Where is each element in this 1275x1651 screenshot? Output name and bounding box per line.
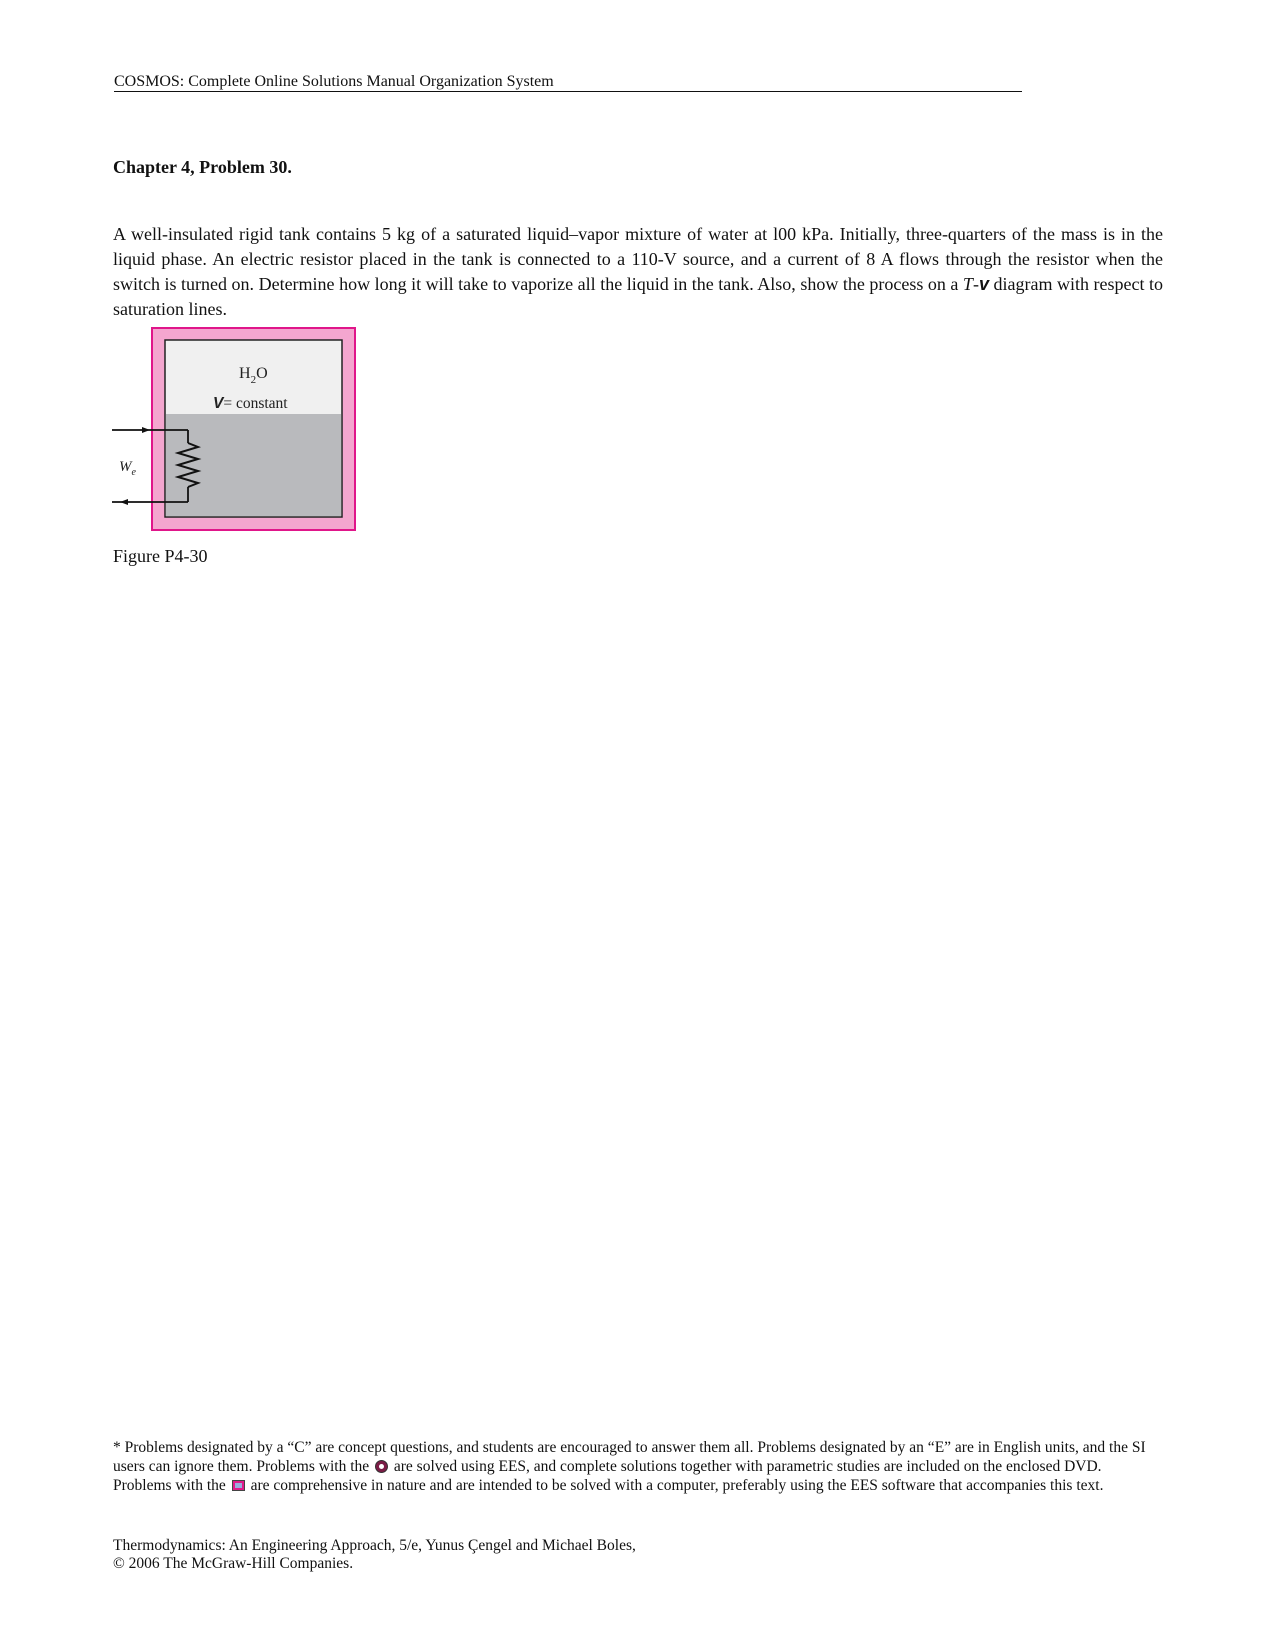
footnote-text-1: * Problems designated by a “C” are concept questions, and students are encouraged to answer them all. Problems designated by an “E” are in English units, and the SI users can ignore them. Problems with the (113, 1439, 1146, 1475)
computer-icon (232, 1480, 245, 1491)
figure-caption: Figure P4-30 (113, 546, 208, 566)
ees-icon (375, 1460, 388, 1473)
footer-copyright: © 2006 The McGraw-Hill Companies. (113, 1555, 354, 1572)
footnote (113, 1438, 1163, 1495)
footnote-text-3: are comprehensive in nature and are intended to be solved with a computer, preferably using the EES software that accompanies this text. (246, 1477, 1104, 1494)
footer-book-title: Thermodynamics: An Engineering Approach, 5/e, Yunus Çengel and Michael Boles, (113, 1537, 636, 1554)
tank-figure (110, 326, 370, 536)
tv-dash: - (972, 274, 979, 294)
liquid-region (166, 414, 341, 516)
page-header: COSMOS: Complete Online Solutions Manual Organization System (114, 73, 1022, 92)
page-footer (113, 1537, 636, 1573)
problem-statement (113, 222, 1163, 322)
arrow-out (120, 499, 128, 505)
work-label: $W_e$ (119, 459, 136, 478)
constant-volume-label: V= constant (213, 395, 288, 412)
tank-diagram (110, 326, 370, 536)
footnote-text-2: are solved using EES, and complete solutions together with parametric studies are included on the enclosed DVD. Problems with the (113, 1458, 1102, 1494)
tv-t-label: T (962, 274, 973, 294)
arrow-in (142, 427, 150, 433)
h2o-label: $H_2O$ (239, 365, 268, 386)
problem-text: A well-insulated rigid tank contains 5 kg of a saturated liquid–vapor mixture of water at l00 kPa. Initially, three-quarters of the mass is in the liquid phase. An electric resistor placed in the tank is connected to a 110-V source, and a current of 8 A flows through the resistor when the switch is turned on. Determine how long it will take to vaporize all the liquid in the tank. Also, show the process on a (113, 224, 1163, 294)
chapter-title: Chapter 4, Problem 30. (113, 157, 292, 177)
tv-v-label: v (978, 274, 989, 294)
problem-text-end: diagram with respect to saturation lines. (113, 274, 1163, 319)
